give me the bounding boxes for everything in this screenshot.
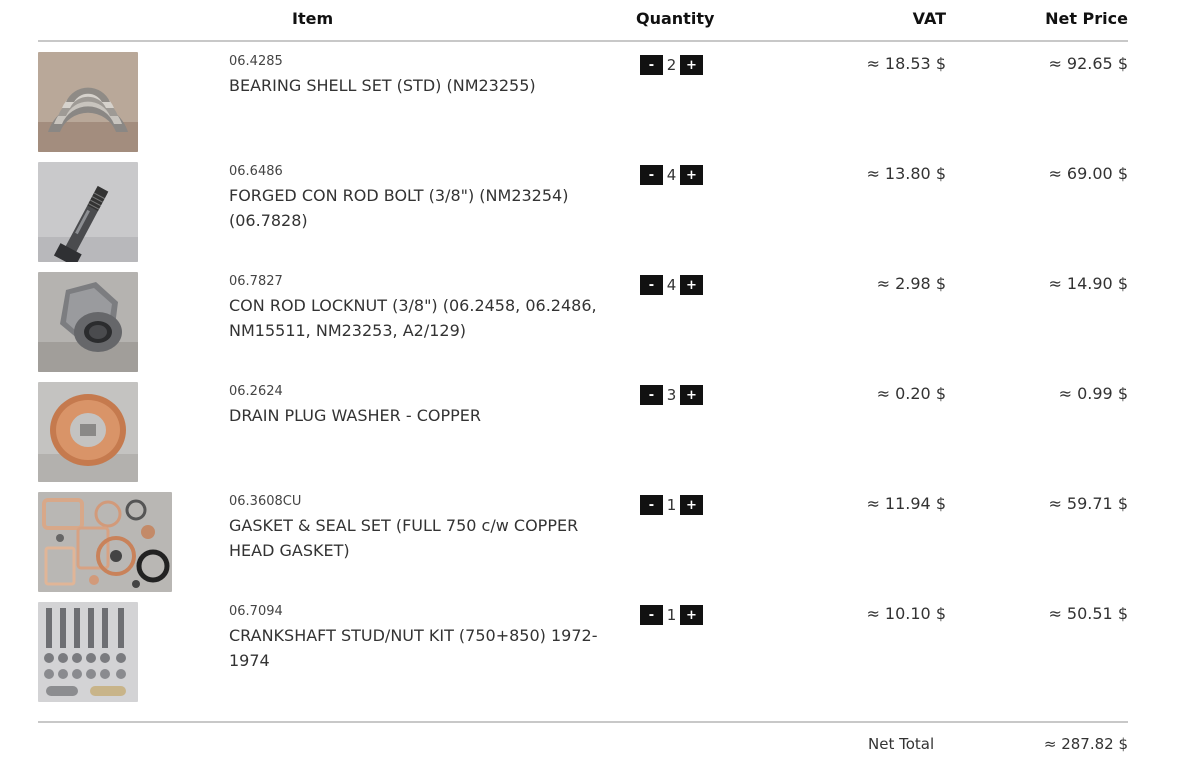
column-header-item: Item [292, 9, 334, 28]
column-header-quantity: Quantity [636, 9, 715, 28]
quantity-stepper [640, 385, 703, 405]
quantity-stepper [640, 275, 703, 295]
con-rod-bolt-photo[interactable] [38, 162, 138, 262]
increase-quantity-button[interactable]: + [680, 165, 703, 185]
quantity-value: 2 [666, 56, 677, 74]
quantity-value: 3 [666, 386, 677, 404]
table-row [0, 382, 1189, 492]
increase-quantity-button[interactable]: + [680, 385, 703, 405]
item-net-price: ≈ 59.71 $ [1048, 494, 1128, 513]
item-sku: 06.2624 [229, 384, 283, 399]
item-description[interactable]: BEARING SHELL SET (STD) (NM23255) [229, 76, 536, 95]
item-net-price: ≈ 69.00 $ [1048, 164, 1128, 183]
increase-quantity-button[interactable]: + [680, 495, 703, 515]
quantity-value: 4 [666, 166, 677, 184]
table-row [0, 272, 1189, 382]
increase-quantity-button[interactable]: + [680, 605, 703, 625]
item-vat: ≈ 10.10 $ [866, 604, 946, 623]
item-description[interactable]: FORGED CON ROD BOLT (3/8") (NM23254) (06.7828) [229, 186, 569, 230]
quantity-stepper [640, 55, 703, 75]
table-row [0, 52, 1189, 162]
item-sku: 06.7827 [229, 274, 283, 289]
decrease-quantity-button[interactable]: - [640, 385, 663, 405]
item-vat: ≈ 0.20 $ [876, 384, 946, 403]
item-net-price: ≈ 14.90 $ [1048, 274, 1128, 293]
item-description[interactable]: CRANKSHAFT STUD/NUT KIT (750+850) 1972- 1974 [229, 626, 598, 670]
net-total-label: Net Total [868, 735, 935, 753]
item-description[interactable]: DRAIN PLUG WASHER - COPPER [229, 406, 482, 425]
table-row [0, 492, 1189, 602]
quantity-value: 1 [666, 606, 677, 624]
table-header [0, 0, 1189, 40]
table-row [0, 602, 1189, 712]
column-header-net-price: Net Price [1045, 9, 1128, 28]
item-description[interactable]: GASKET & SEAL SET (FULL 750 c/w COPPER HEAD GASKET) [229, 516, 579, 560]
item-net-price: ≈ 50.51 $ [1048, 604, 1128, 623]
item-vat: ≈ 18.53 $ [866, 54, 946, 73]
decrease-quantity-button[interactable]: - [640, 275, 663, 295]
totals-divider [38, 721, 1128, 723]
table-row [0, 162, 1189, 272]
quantity-stepper [640, 605, 703, 625]
increase-quantity-button[interactable]: + [680, 275, 703, 295]
quantity-stepper [640, 495, 703, 515]
item-net-price: ≈ 0.99 $ [1058, 384, 1128, 403]
item-vat: ≈ 2.98 $ [876, 274, 946, 293]
decrease-quantity-button[interactable]: - [640, 605, 663, 625]
decrease-quantity-button[interactable]: - [640, 55, 663, 75]
column-header-vat: VAT [912, 9, 946, 28]
quantity-value: 1 [666, 496, 677, 514]
increase-quantity-button[interactable]: + [680, 55, 703, 75]
decrease-quantity-button[interactable]: - [640, 165, 663, 185]
item-vat: ≈ 11.94 $ [866, 494, 946, 513]
copper-washer-photo[interactable] [38, 382, 138, 482]
quantity-value: 4 [666, 276, 677, 294]
stud-nut-kit-photo[interactable] [38, 602, 138, 702]
locknut-photo[interactable] [38, 272, 138, 372]
item-net-price: ≈ 92.65 $ [1048, 54, 1128, 73]
item-description[interactable]: CON ROD LOCKNUT (3/8") (06.2458, 06.2486, NM15511, NM23253, A2/129) [229, 296, 597, 340]
net-total-value: ≈ 287.82 $ [1043, 735, 1128, 753]
bearing-shells-photo[interactable] [38, 52, 138, 152]
item-vat: ≈ 13.80 $ [866, 164, 946, 183]
item-sku: 06.7094 [229, 604, 283, 619]
header-divider [38, 40, 1128, 42]
item-sku: 06.3608CU [229, 494, 302, 509]
decrease-quantity-button[interactable]: - [640, 495, 663, 515]
item-sku: 06.6486 [229, 164, 283, 179]
quantity-stepper [640, 165, 703, 185]
item-sku: 06.4285 [229, 54, 283, 69]
gasket-set-photo[interactable] [38, 492, 172, 592]
